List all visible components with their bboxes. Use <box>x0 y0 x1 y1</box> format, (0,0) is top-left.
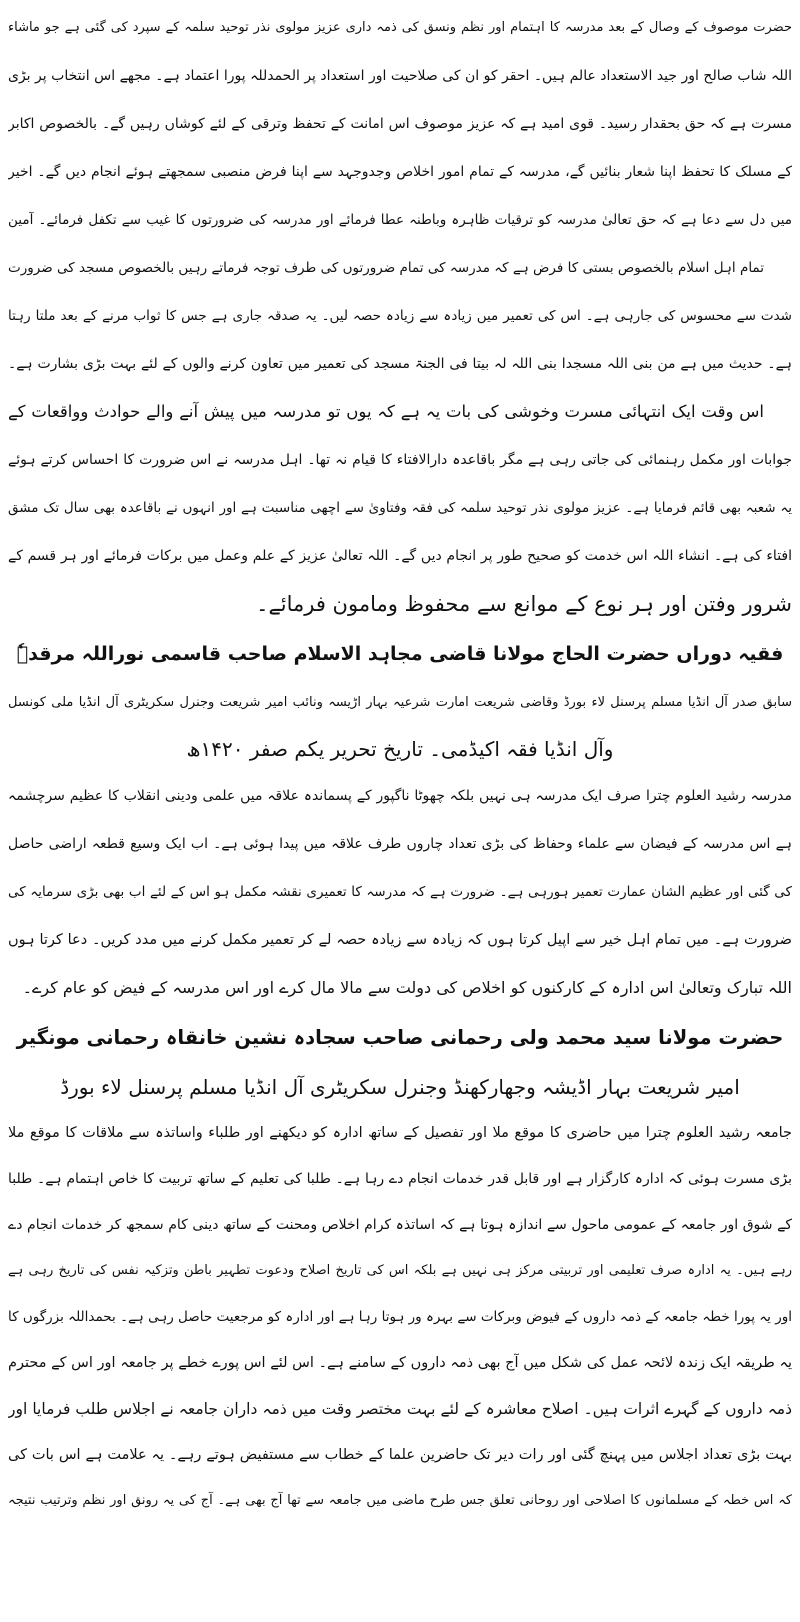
text-line: ذمہ داروں کے گہرے اثرات ہیں۔ اصلاح معاشرہ کے لئے بہت مختصر وقت میں ذمہ داران جامعہ نے اجلاس طلب فرمایا اور <box>8 1400 792 1418</box>
section-1-text <box>8 4 792 628</box>
text-line: مدرسہ رشید العلوم چترا صرف ایک مدرسہ ہی نہیں بلکہ چھوٹا ناگپور کے پسماندہ علاقہ میں علمی ودینی انقلاب کا عظیم سرچشمہ <box>8 788 792 804</box>
text-line: ضرورت ہے۔ میں تمام اہل خیر سے اپیل کرتا ہوں کہ زیادہ سے زیادہ حصہ لے کر تعمیر مکمل کرنے میں مدد کریں۔ دعا کرتا ہوں <box>8 932 792 948</box>
text-line: میں دل سے دعا ہے کہ حق تعالیٰ مدرسہ کو ترقیات ظاہرہ وباطنہ عطا فرمائے اور مدرسہ کی ضرورتوں کا غیب سے تکفل فرمائے۔ آمین <box>8 212 792 228</box>
text-line: یہ شعبہ بھی قائم فرمایا ہے۔ عزیز مولوی نذر توحید سلمہ کی فقہ وفتاویٰ سے اچھی مناسبت ہے اور انہوں نے باقاعدہ بھی سال تک مشق <box>8 500 792 516</box>
text-line: شدت سے محسوس کی جارہی ہے۔ اس کی تعمیر میں زیادہ سے زیادہ حصہ لیں۔ یہ صدقہ جاری ہے جس کا ثواب مرنے کے بعد ملتا رہتا <box>8 308 792 324</box>
text-line: حضرت موصوف کے وصال کے بعد مدرسہ کا اہتمام اور نظم ونسق کی ذمہ داری عزیز مولوی نذر توحید سلمہ کے سپرد کی گئی ہے جو ماشاء <box>8 20 792 35</box>
text-line: ہے اس مدرسہ کے فیضان سے علماء وحفاظ کی بڑی تعداد چاروں طرف علاقہ میں پیدا ہوئی ہے۔ اب ایک وسیع قطعہ اراضی حاصل <box>8 836 792 852</box>
text-line: کے مسلک کا تحفظ اپنا شعار بنائیں گے، مدرسہ کے تمام امور اخلاص وجدوجہد سے اپنا فرض منصبی سمجھتے ہوئے انجام دیں گے۔ اخیر <box>8 164 792 180</box>
text-line: یہ طریقہ ایک زندہ لائحہ عمل کی شکل میں آج بھی ذمہ داروں کے سامنے ہے۔ اس لئے اس پورے خطے پر جامعہ اور اس کے محترم <box>8 1355 792 1371</box>
text-line: اس وقت ایک انتہائی مسرت وخوشی کی بات یہ ہے کہ یوں تو مدرسہ میں پیش آنے والے حوادث وواقعات کے <box>8 402 764 421</box>
author-2-name: حضرت مولانا سید محمد ولی رحمانی صاحب سجادہ نشین خانقاہ رحمانی مونگیر <box>16 1026 784 1049</box>
author-1-name: فقیہ دوراں حضرت الحاج مولانا قاضی مجاہد الاسلام صاحب قاسمی نوراللہ مرقدہٗ <box>16 643 784 665</box>
text-line: ہے۔ حدیث میں ہے من بنی اللہ مسجدا بنی اللہ لہ بیتا فی الجنۃ مسجد کی تعمیر میں تعاون کرنے والوں کے لئے بہت بڑی بشارت ہے۔ <box>8 356 792 372</box>
text-line: اور یہ پورا خطہ جامعہ کے ذمہ داروں کے فیوض وبرکات سے بہرہ ور ہوتا رہا ہے اور ادارہ کو مرجعیت حاصل رہی ہے۔ بحمداللہ بزرگوں کا <box>8 1309 792 1325</box>
text-line: اللہ شاب صالح اور جید الاستعداد عالم ہیں۔ احقر کو ان کی صلاحیت اور استعداد پر الحمدللہ پورا اعتماد ہے۔ مجھے اس انتخاب پر بڑی <box>8 68 792 84</box>
text-line: افتاء کی ہے۔ انشاء اللہ اس خدمت کو صحیح طور پر انجام دیں گے۔ اللہ تعالیٰ عزیز کے علم وعمل میں برکات فرمائے اور ہر قسم کے <box>8 548 792 564</box>
text-line: تمام اہل اسلام بالخصوص بستی کا فرض ہے کہ مدرسہ کی تمام ضرورتوں کی طرف توجہ فرماتے رہیں بالخصوص مسجد کی ضرورت <box>8 260 764 276</box>
text-line: کی گئی اور عظیم الشان عمارت تعمیر ہورہی ہے۔ ضرورت ہے کہ مدرسہ کا تعمیری نقشہ مکمل ہو اس کے لئے اب بھی بڑی سرمایہ کی <box>8 884 792 900</box>
text-line: جوابات اور مکمل رہنمائی کی جاتی رہی ہے مگر باقاعدہ دارالافتاء کا قیام نہ تھا۔ اہل مدرسہ نے اس ضرورت کا احساس کرتے ہوئے <box>8 452 792 468</box>
author-1-title-date: وآل انڈیا فقہ اکیڈمی۔ تاریخ تحریر یکم صفر ۱۴۲۰ھ <box>186 737 614 761</box>
author-1-title: سابق صدر آل انڈیا مسلم پرسنل لاء بورڈ وقاضی شریعت امارت شرعیہ بہار اڑیسہ ونائب امیر شریعت وجنرل سکریٹری آل انڈیا ملی کونسل <box>8 695 792 710</box>
text-line: بڑی مسرت ہوئی کہ ادارہ کارگزار ہے اور قابل قدر خدمات انجام دے رہا ہے۔ طلبا کی تعلیم کے ساتھ تربیت کا خاص اہتمام ہے۔ طلبا <box>8 1171 792 1187</box>
text-line: کے شوق اور جامعہ کے عمومی ماحول سے اندازہ ہوتا ہے کہ اساتذہ کرام اخلاص ومحنت کے ساتھ دینی کام سمجھ کر خدمات انجام دے <box>8 1217 792 1233</box>
text-line: شرور وفتن اور ہر نوع کے موانع سے محفوظ ومامون فرمائے۔ <box>256 592 792 616</box>
section-2-text <box>8 772 792 1012</box>
author-2-title: امیر شریعت بہار اڈیشہ وجھارکھنڈ وجنرل سکریٹری آل انڈیا مسلم پرسنل لاء بورڈ <box>60 1075 740 1099</box>
text-line: کہ اس خطہ کے مسلمانوں کا اصلاحی اور روحانی تعلق جس طرح ماضی میں جامعہ سے تھا آج بھی ہے۔ آج کی یہ رونق اور نظم وترتیب نتیجہ <box>8 1493 792 1508</box>
text-line: اللہ تبارک وتعالیٰ اس ادارہ کے کارکنوں کو اخلاص کی دولت سے مالا مال کرے اور اس مدرسہ کے فیض کو عام کرے۔ <box>22 978 792 997</box>
section-3-text <box>8 1110 792 1524</box>
text-line: بہت بڑی تعداد اجلاس میں پہنچ گئی اور رات دیر تک حاضرین علما کے خطاب سے مستفیض ہوتے رہے۔ یہ علامت ہے اس بات کی <box>8 1447 792 1463</box>
text-line: رہے ہیں۔ یہ ادارہ صرف تعلیمی اور تربیتی مرکز ہی نہیں ہے بلکہ اس کی تاریخ اصلاح ودعوت تطہیر باطن وتزکیہ نفس کی تاریخ رہی ہے <box>8 1263 792 1278</box>
text-line: مسرت ہے کہ حق بحقدار رسید۔ قوی امید ہے کہ عزیز موصوف اس امانت کے تحفظ وترقی کے لئے کوشاں رہیں گے۔ بالخصوص اکابر <box>8 116 792 132</box>
text-line: جامعہ رشید العلوم چترا میں حاضری کا موقع ملا اور تفصیل کے ساتھ ادارہ کو دیکھنے اور طلباء واساتذہ سے ملاقات کا موقع ملا <box>8 1125 792 1141</box>
